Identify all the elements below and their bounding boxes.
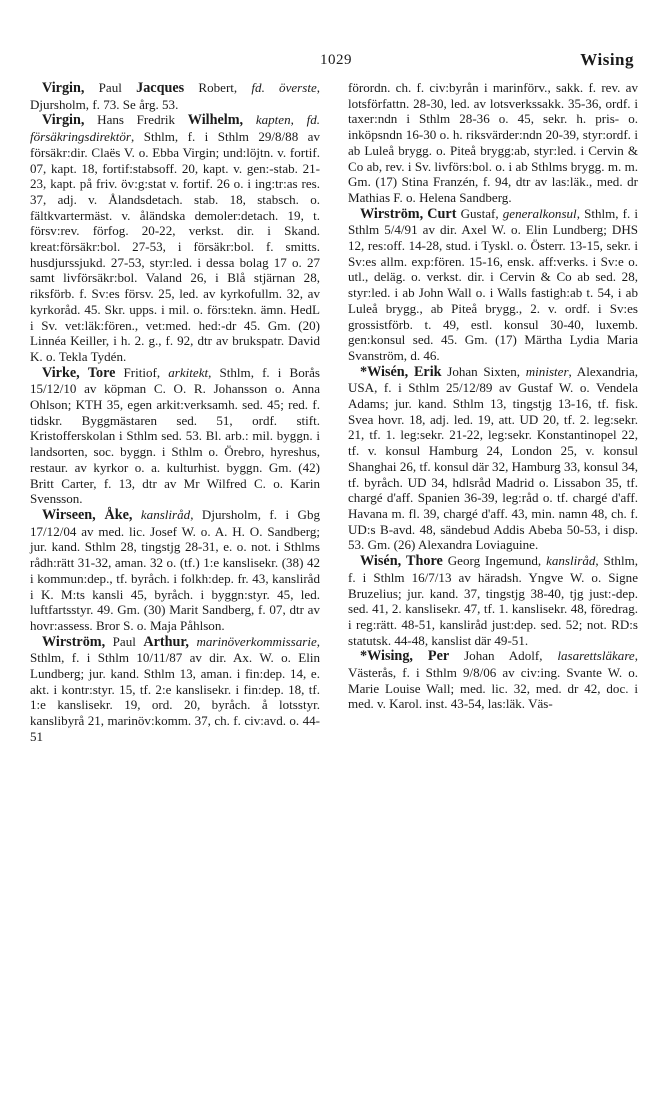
- entry-given-preferred: Tore: [87, 364, 116, 381]
- entry-surname: *Wisén,: [360, 363, 409, 380]
- entry-given: [413, 648, 428, 663]
- entry-body: , Sthlm, f. i Borås 15/12/10 av köpman C. O. R. Johansson o. Anna Ohlson; KTH 35, egen arkit:verksamh. sed. 45; red. f. tidskr. Byggmästaren sed. 51, ordf. stift. Kristofferskolan i Sthlm sed. 53. Bl. arb.: mil. byggn. i landsorten, soc. byggn. i Sthlm o. Örebro, hyreshus, restaur. av kyrkor o. a. kulturhist. byggn. Gm. (42) Britt Carter, f. 13, dtr av Mr Wilfred C. o. Karin Svensson.: [30, 364, 320, 507]
- entry-given: Paul: [105, 633, 144, 649]
- entry: [348, 553, 638, 648]
- entry-surname: Virgin,: [42, 80, 85, 96]
- entry-surname: Virke,: [42, 364, 80, 381]
- entry-given: Georg Ingemund,: [442, 553, 547, 569]
- entry-surname: Wisén,: [360, 553, 402, 570]
- entry-title: fd. överste: [251, 80, 317, 95]
- entry-body: , Sthlm, f. i Sthlm 10/11/87 av dir. Ax. W. o. Elin Lundberg; jur. kand. Sthlm 13, aman. i fin:dep. 14, e. akt. i kontr:styr. 15, tf. 2:e kanslisekr. i fin:dep. 18, tf. 1:e kanslisekr. 19, ord. 20, byråch. å lotsstyr. kanslibyrå 21, marinöv:komm. 37, ch. f. civ:avd. o. 44-51: [30, 633, 321, 744]
- entry: [30, 80, 320, 112]
- entry-given: [80, 365, 88, 380]
- entry-given: Hans Fredrik: [84, 112, 188, 128]
- page-number: 1029: [320, 52, 352, 68]
- entry: [348, 206, 638, 364]
- entry-given: Johan Adolf,: [449, 648, 558, 664]
- entry-title: kansliråd: [546, 553, 596, 569]
- entry-body: , Djursholm, f. i Gbg 17/12/04 av med. lic. Josef W. o. A. H. O. Sandberg; jur. kand. Sthlm 28, tingstjg 28-31, e. o. not. i Sthlms rådh:rätt 31-32, aman. 32 o. (tf.) 1:e kanslisekr. (38) 42 i kommun:dep., tf. byråch. i folkh:dep. fr. 43, kansliråd i K. M:ts kansli 45, byråch. i byggn:styr. 45, led. luftfartsstyr. 49. Gm. (30) Marit Sandberg, f. 07, dtr av hovr:assess. Bror S. o. Maja Påhlson.: [30, 506, 320, 633]
- left-column: [30, 80, 320, 745]
- entry-given: Gustaf,: [456, 205, 503, 221]
- entry-title: marinöverkommissarie: [196, 633, 317, 649]
- entry-given: Fritiof,: [115, 364, 169, 380]
- entry-surname: Virgin,: [42, 112, 85, 129]
- entry-body: , Sthlm, f. i Sthlm 16/7/13 av häradsh. Yngve W. o. Signe Bruzelius; jur. kand. 37, tingstjg 38-40, tjg just:-dep. sed. 41, 2. kanslisekr. 47, tf. 1. kanslisekr. 48, föredrag. i reg:rätt. 48-51, kansliråd just:dep. sed. 52; not. RD:s statutsk. 44-48, kanslist där 49-51.: [348, 553, 638, 648]
- entry-given: [243, 112, 256, 127]
- entry-given-preferred: Erik: [413, 363, 442, 380]
- entry-title: generalkonsul: [502, 205, 577, 221]
- entry-body: , Djursholm, f. 73. Se årg. 53.: [30, 80, 321, 112]
- entry-title: arkitekt: [168, 364, 209, 380]
- entry-body: , Västerås, f. i Sthlm 9/8/06 av civ:ing. Svante W. o. Marie Louise Wall; med. lic. 32, med. dr 42, doc. i med. v. Karol. inst. 43-54, las:läk. Väs-: [348, 648, 638, 712]
- entry: [348, 364, 638, 553]
- running-head: Wising: [580, 50, 634, 69]
- entry-surname: Wirseen, Åke,: [42, 506, 133, 523]
- entry-title: kansliråd: [140, 506, 191, 522]
- entry-given-preferred: Jacques: [136, 80, 185, 96]
- entry-body: , Sthlm, f. i Sthlm 5/4/91 av dir. Axel W. o. Elin Lundberg; DHS 12, res:off. 14-28, stud. i Tyskl. o. Österr. 13-15, sekr. i Sv:es allm. exp:fören. 15-16, ensk. aff:verks. i Sv:e o. utl., deläg. o. verkst. dir. i Cervin & Co ab sed. 28, styr:led. i ab John Wall o. i Walls fastigh:ab t. 54, i ab Luleå brygg., ab Piteå brygg., 2. v. ordf. i Sv:es grossistförb. t. 49, estl. konsul 30-40, luxemb. gen:konsul sed. 45. Gm. (17) Märtha Lydia Maria Svanström, d. 46.: [348, 205, 638, 363]
- entry-given: Johan Sixten,: [441, 363, 526, 379]
- entry-given: Paul: [84, 80, 137, 95]
- entry-surname: Wirström,: [360, 205, 424, 222]
- entry-given-preferred: Per: [427, 648, 450, 665]
- entry-given: [132, 507, 140, 522]
- entry-title: minister: [525, 363, 569, 379]
- entry-surname: Wirström,: [42, 633, 106, 650]
- right-column: [348, 80, 638, 712]
- entry-given-preferred: Wilhelm,: [187, 112, 244, 129]
- entry-continuation: förordn. ch. f. civ:byrån i marinförv., sakk. f. rev. av lotsförfattn. 28-30, led. av lotsverkssakk. 35-36, ordf. i taxer:ndn i Sthlm 28-36 o. 45, sekr. h. pris- o. inköpsndn 16-30 o. h. riksvärder:ndn 20-39, styr:ordf. i ab Luleå brygg. o. Piteå brygg:ab, styr:led. i Cervin & Co ab, rev. i Sv. livförs:bol. o. i ab Sthlms brygg. m. m. Gm. (17) Stina Franzén, f. 94, dtr av las:läk., med. dr Mathias F. o. Helena Sandberg.: [348, 80, 638, 205]
- entry-given: Robert,: [184, 80, 252, 95]
- entry-body: , Alexandria, USA, f. i Sthlm 25/12/89 av Gustaf W. o. Vendela Adams; jur. kand. Sthlm 13, tingstjg 13-16, tf. fisk. Svea hovr. 18, adj. led. 19, att. UD 20, tf. 2. leg:sekr. 21, tf. 1. leg:sekr. 21-22, leg:sekr. Konstantinopel 22, tf. v. konsul Hamburg 24, London 25, v. konsul Shanghai 26, tf. konsul där 32, Hamburg 33, konsul 34, tf. byråch. UD 34, hdlsråd Madrid o. Lissabon 35, tf. chargé d'aff. Spanien 36-39, leg:råd o. tf. chargé d'aff. Havana m. fl. 39, chargé d'aff. 43, min. namn 48, ch. f. UD:s B-avd. 48, sändebud Addis Abeba 50-53, i disp. 53. Gm. (26) Alexandra Loviaguine.: [348, 363, 638, 553]
- entry-surname: *Wising,: [360, 648, 413, 665]
- entry: [348, 648, 638, 712]
- entry-given-preferred: Arthur,: [143, 633, 189, 650]
- entry: [30, 112, 320, 364]
- entry: [30, 507, 320, 634]
- entry: [30, 634, 320, 745]
- entry-given-preferred: Thore: [406, 553, 443, 570]
- entry: [30, 365, 320, 507]
- entry-body: , Sthlm, f. i Sthlm 29/8/88 av försäkr:dir. Claës V. o. Ebba Virgin; und:löjtn. v. fortif. 07, kapt. 18, fortif:stabsoff. 20, kapt. v. gen:-stab. 21-23, kapt. på friv. öv:g:stat v. fortif. 26 o. i ing:tr:as res. 37, adj. v. Ålandsdetach. stab. 18, stabsch. o. fältkvartermäst. v. åländska demoler:detach. 19, t. försv:rev. förfog. 20-22, verkst. dir. i Skand. kreat:försäkr:bol. 27-53, i försäkr:bol. f. smitts. husdjurssjukd. 27-53, styr:led. i dessa bolag 17 o. 27 samt livförsäkr:bol. Valand 26, i Blå stjärnan 28, riksförb. f. Sv:es försv. 25, led. av kyrkofullm. 32, av kyrkoråd. 45. Skr. upps. i mil. o. förs:tekn. ämn. HedL i Sv. vet:läk:fören., vet:med. hed:-dr 45. Gm. (20) Linnéa Keiller, i h. 2. g., f. 92, dtr av brukspatr. David K. o. Tekla Tydén.: [30, 129, 320, 364]
- entry-title: kapten, fd. försäkringsdirektör: [30, 112, 320, 145]
- entry-title: lasarettsläkare: [557, 648, 635, 664]
- entry-given-preferred: Curt: [427, 205, 457, 222]
